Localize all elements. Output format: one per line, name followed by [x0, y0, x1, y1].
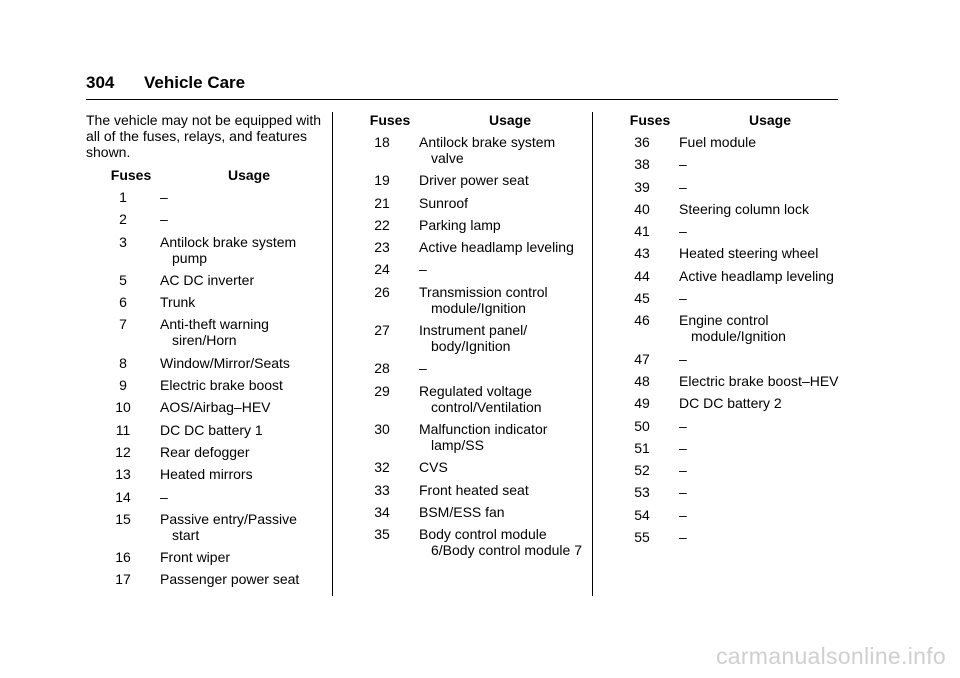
fuse-number: 22: [374, 216, 390, 233]
fuse-usage: Front heated seat: [419, 481, 529, 498]
fuse-number: 5: [119, 271, 127, 288]
table-row: [605, 268, 845, 284]
fuse-column-1: [86, 112, 322, 594]
fuse-number: 52: [634, 462, 650, 479]
fuse-number: 27: [374, 322, 390, 339]
table-row: [345, 261, 585, 277]
fuse-number: 8: [119, 354, 127, 371]
table-row: [345, 504, 585, 520]
fuse-usage: Anti-theft warning siren/Horn: [160, 316, 269, 349]
fuses-header: Fuses: [629, 112, 671, 128]
intro-note: The vehicle may not be equipped with all of the fuses, relays, and features shown.: [86, 112, 322, 160]
fuse-column-3: [605, 112, 845, 551]
table-row: [86, 211, 322, 227]
fuse-usage: DC DC battery 1: [160, 421, 263, 438]
table-row: [345, 217, 585, 233]
fuse-usage: Body control module 6/Body control module 7: [419, 526, 582, 559]
fuse-number: 1: [119, 189, 127, 205]
table-row: [605, 245, 845, 261]
fuse-usage: –: [679, 417, 687, 434]
fuse-number: 55: [634, 529, 650, 546]
table-row: [86, 399, 322, 415]
fuse-number: 32: [374, 459, 390, 476]
fuse-list: [86, 189, 322, 587]
fuse-list: [605, 134, 845, 545]
fuse-number: 28: [374, 360, 390, 377]
fuse-number: 26: [374, 283, 390, 300]
table-row: [605, 312, 845, 344]
fuse-number: 24: [374, 261, 390, 278]
fuse-usage: Transmission control module/Ignition: [419, 283, 548, 316]
fuse-number: 18: [374, 134, 390, 150]
fuse-number: 48: [634, 372, 650, 389]
fuse-number: 17: [115, 571, 131, 588]
fuse-number: 6: [119, 294, 127, 311]
table-row: [605, 529, 845, 545]
table-row: [605, 223, 845, 239]
fuse-number: 15: [115, 510, 131, 527]
fuse-usage: CVS: [419, 459, 448, 476]
fuse-list: [345, 134, 585, 558]
table-row: [345, 360, 585, 376]
fuse-usage: Steering column lock: [679, 200, 809, 217]
fuse-number: 21: [374, 194, 390, 211]
fuse-usage: Front wiper: [160, 549, 231, 566]
usage-header: Usage: [227, 167, 271, 183]
fuse-usage: Trunk: [160, 294, 196, 311]
fuse-usage: –: [679, 529, 687, 546]
table-row: [86, 489, 322, 505]
fuse-number: 38: [634, 156, 650, 173]
fuse-usage: –: [679, 506, 687, 523]
table-row: [86, 444, 322, 460]
fuse-usage: –: [160, 211, 168, 228]
table-row: [86, 377, 322, 393]
watermark: carmanualsonline.info: [715, 643, 946, 669]
table-row: [605, 290, 845, 306]
table-row: [605, 351, 845, 367]
fuse-usage: Heated steering wheel: [679, 245, 819, 262]
fuse-usage: –: [679, 290, 687, 307]
fuse-usage: Passenger power seat: [160, 571, 300, 588]
table-row: [345, 284, 585, 316]
fuse-usage: –: [160, 189, 168, 205]
table-row: [345, 421, 585, 453]
fuse-usage: Active headlamp leveling: [679, 267, 834, 284]
fuse-number: 39: [634, 178, 650, 195]
table-row: [345, 383, 585, 415]
fuse-usage: –: [679, 439, 687, 456]
fuse-usage: BSM/ESS fan: [419, 503, 505, 520]
fuse-column-2: [345, 112, 585, 564]
fuse-usage: AOS/Airbag–HEV: [160, 399, 271, 416]
fuse-usage: Heated mirrors: [160, 466, 253, 483]
table-row: [605, 440, 845, 456]
fuse-usage: Active headlamp leveling: [419, 239, 574, 256]
fuses-header: Fuses: [369, 112, 411, 128]
fuse-number: 40: [634, 200, 650, 217]
table-header: [345, 112, 585, 128]
fuse-number: 34: [374, 503, 390, 520]
table-row: [345, 526, 585, 558]
table-row: [345, 482, 585, 498]
fuse-usage: Rear defogger: [160, 443, 250, 460]
table-row: [86, 355, 322, 371]
table-row: [605, 395, 845, 411]
fuse-number: 19: [374, 172, 390, 189]
fuse-usage: –: [679, 484, 687, 501]
table-row: [605, 484, 845, 500]
table-row: [605, 507, 845, 523]
table-row: [86, 294, 322, 310]
column-divider: [592, 112, 593, 596]
fuse-number: 43: [634, 245, 650, 262]
fuse-number: 51: [634, 439, 650, 456]
table-row: [86, 422, 322, 438]
table-row: [86, 571, 322, 587]
fuse-usage: –: [679, 178, 687, 195]
fuse-number: 12: [115, 443, 131, 460]
fuse-usage: –: [419, 360, 427, 377]
fuse-number: 7: [119, 316, 127, 333]
fuse-usage: –: [679, 156, 687, 173]
usage-header: Usage: [488, 112, 532, 128]
fuse-usage: –: [419, 261, 427, 278]
section-title: Vehicle Care: [144, 73, 246, 92]
fuse-number: 50: [634, 417, 650, 434]
fuse-number: 35: [374, 526, 390, 543]
table-row: [605, 462, 845, 478]
table-row: [86, 549, 322, 565]
table-row: [345, 172, 585, 188]
fuse-number: 23: [374, 239, 390, 256]
fuse-number: 16: [115, 549, 131, 566]
fuses-header: Fuses: [110, 167, 152, 183]
usage-header: Usage: [748, 112, 792, 128]
fuse-number: 36: [634, 134, 650, 150]
table-row: [605, 373, 845, 389]
fuse-number: 49: [634, 395, 650, 412]
fuse-number: 41: [634, 223, 650, 240]
table-row: [86, 234, 322, 266]
fuse-number: 46: [634, 312, 650, 329]
fuse-number: 11: [115, 421, 131, 438]
table-row: [86, 466, 322, 482]
table-row: [86, 272, 322, 288]
fuse-usage: Window/Mirror/Seats: [160, 354, 290, 371]
table-row: [86, 316, 322, 348]
fuse-usage: Instrument panel/ body/Ignition: [419, 322, 528, 355]
fuse-number: 53: [634, 484, 650, 501]
fuse-number: 33: [374, 481, 390, 498]
fuse-number: 44: [634, 267, 650, 284]
fuse-usage: –: [679, 350, 687, 367]
fuse-usage: Malfunction indicator lamp/SS: [419, 420, 548, 453]
fuse-usage: Engine control module/Ignition: [679, 312, 786, 345]
fuse-number: 10: [115, 399, 131, 416]
fuse-usage: Antilock brake system pump: [160, 233, 297, 266]
fuse-usage: Passive entry/Passive start: [160, 510, 297, 543]
table-row: [86, 189, 322, 205]
fuse-usage: –: [679, 223, 687, 240]
fuse-number: 54: [634, 506, 650, 523]
fuse-number: 3: [119, 233, 127, 250]
table-row: [605, 179, 845, 195]
fuse-usage: Driver power seat: [419, 172, 529, 189]
fuse-usage: –: [160, 488, 168, 505]
fuse-usage: Parking lamp: [419, 216, 501, 233]
table-row: [345, 239, 585, 255]
table-row: [345, 134, 585, 166]
fuse-usage: DC DC battery 2: [679, 395, 782, 412]
table-row: [605, 156, 845, 172]
fuse-usage: –: [679, 462, 687, 479]
table-row: [345, 322, 585, 354]
column-divider: [332, 112, 333, 596]
table-header: [605, 112, 845, 128]
fuse-usage: Electric brake boost: [160, 377, 283, 394]
fuse-number: 2: [119, 211, 127, 228]
fuse-number: 47: [634, 350, 650, 367]
table-header: [86, 167, 322, 183]
fuse-number: 9: [119, 377, 127, 394]
table-row: [86, 511, 322, 543]
table-row: [345, 195, 585, 211]
fuse-number: 45: [634, 290, 650, 307]
fuse-number: 14: [115, 488, 131, 505]
fuse-usage: Fuel module: [679, 134, 757, 150]
fuse-usage: Sunroof: [419, 194, 469, 211]
fuse-number: 30: [374, 420, 390, 437]
fuse-number: 29: [374, 382, 390, 399]
fuse-usage: Electric brake boost–HEV: [679, 372, 839, 389]
fuse-usage: AC DC inverter: [160, 271, 255, 288]
fuse-usage: Antilock brake system valve: [419, 134, 556, 166]
table-row: [605, 418, 845, 434]
table-row: [605, 201, 845, 217]
fuse-usage: Regulated voltage control/Ventilation: [419, 382, 542, 415]
table-row: [345, 459, 585, 475]
page-header: [86, 72, 838, 100]
table-row: [605, 134, 845, 150]
page-number: 304: [86, 73, 115, 92]
fuse-number: 13: [115, 466, 131, 483]
